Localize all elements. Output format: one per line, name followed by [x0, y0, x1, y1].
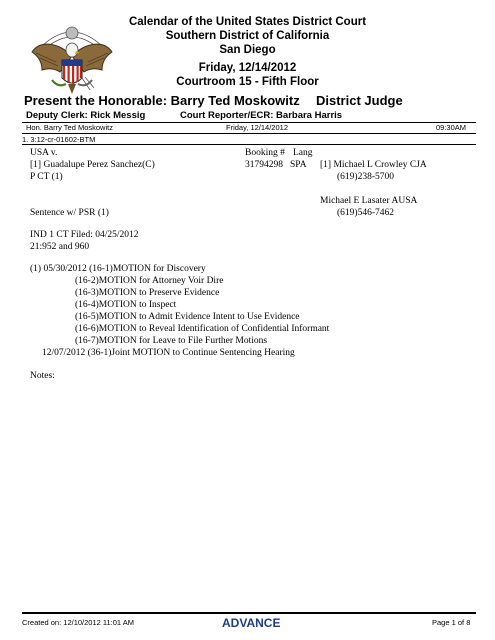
deputy-clerk: Deputy Clerk: Rick Messig [26, 110, 146, 121]
page-number: Page 1 of 8 [432, 618, 471, 627]
defense-phone: (619)238-5700 [337, 172, 394, 182]
presiding-judge: Present the Honorable: Barry Ted Moskowitz [24, 93, 300, 108]
defendant-count: P CT (1) [30, 172, 63, 182]
calendar-status: ADVANCE [222, 616, 281, 630]
motion-item: (1) 05/30/2012 (16-1)MOTION for Discovery [30, 264, 206, 274]
case-caption: USA v. [30, 148, 58, 158]
infobar-time: 09:30AM [436, 123, 467, 132]
district-name: Southern District of California [165, 30, 330, 42]
motion-item: (16-6)MOTION to Reveal Identification of Confidential Informant [75, 324, 330, 334]
hearing-type: Sentence w/ PSR (1) [30, 208, 109, 218]
city-name: San Diego [219, 44, 276, 56]
calendar-date: Friday, 12/14/2012 [198, 62, 297, 74]
booking-number: 31794298 [245, 160, 283, 170]
motion-item: (16-3)MOTION to Preserve Evidence [75, 288, 220, 298]
infobar-judge: Hon. Barry Ted Moskowitz [26, 123, 113, 132]
notes-label: Notes: [30, 371, 55, 381]
court-title: Calendar of the United States District Court [128, 16, 367, 28]
motion-item: (16-7)MOTION for Leave to File Further Motions [75, 336, 268, 346]
statutes: 21:952 and 960 [30, 242, 90, 252]
motion-item: 12/07/2012 (36-1)Joint MOTION to Continue Sentencing Hearing [42, 348, 295, 358]
case-number: 1. 3:12-cr-01602-BTM [22, 135, 96, 144]
created-date: Created on: 12/10/2012 11:01 AM [22, 618, 135, 627]
ausa-phone: (619)546-7462 [337, 208, 394, 218]
infobar-rule [22, 133, 476, 134]
motion-item: (16-4)MOTION to Inspect [75, 300, 177, 310]
court-reporter: Court Reporter/ECR: Barbara Harris [180, 110, 343, 121]
judge-title: District Judge [316, 93, 403, 108]
infobar-date: Friday, 12/14/2012 [226, 123, 288, 132]
footer-rule [22, 612, 476, 614]
ausa-name: Michael E Lasater AUSA [320, 196, 418, 206]
courtroom: Courtroom 15 - Fifth Floor [176, 76, 319, 88]
motion-item: (16-2)MOTION for Attorney Voir Dire [75, 276, 224, 286]
lang-header: Lang [293, 148, 313, 158]
booking-header: Booking # [245, 148, 285, 158]
defense-counsel: [1] Michael L Crowley CJA [320, 160, 427, 170]
case-rule [22, 144, 476, 145]
language: SPA [290, 160, 307, 170]
motion-item: (16-5)MOTION to Admit Evidence Intent to Use Evidence [75, 312, 300, 322]
defendant-name: [1] Guadalupe Perez Sanchez(C) [30, 160, 155, 170]
indictment-filed: IND 1 CT Filed: 04/25/2012 [30, 230, 139, 240]
